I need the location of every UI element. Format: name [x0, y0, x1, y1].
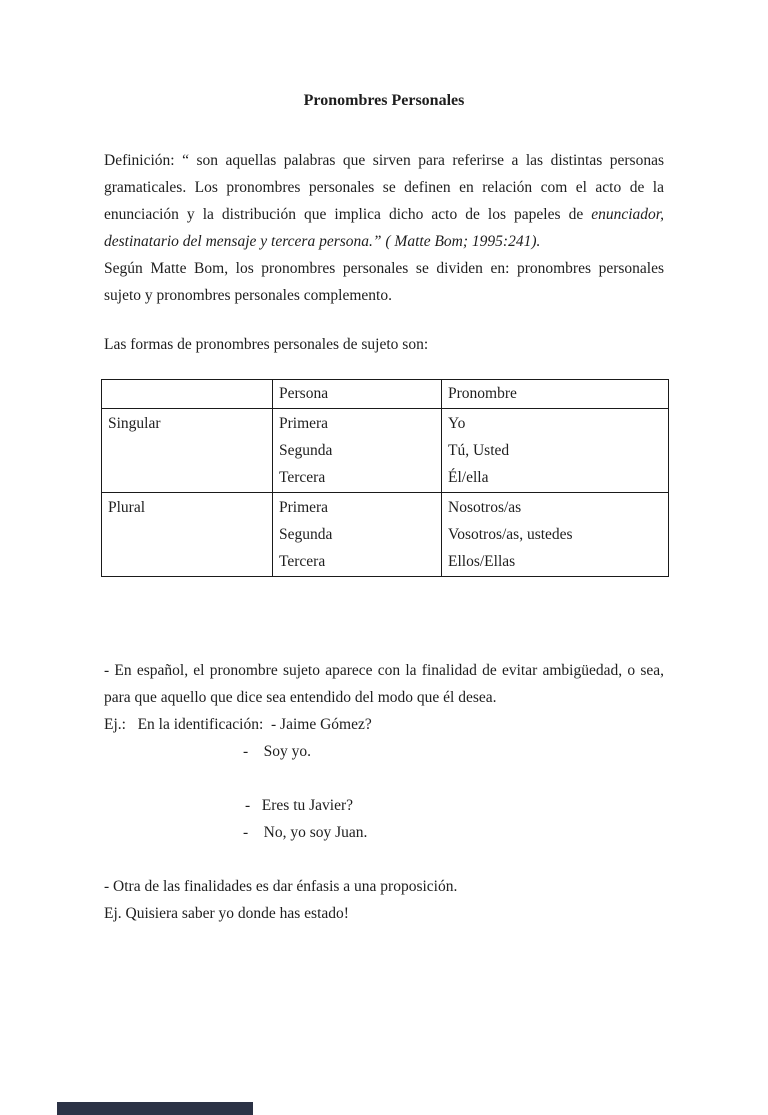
example-no-yo-soy-juan-line: - No, yo soy Juan. [243, 824, 368, 841]
definition-citation-italic: enunciador, destinatario del mensaje y tercera persona.” ( Matte Bom; 1995:241). [104, 206, 664, 250]
blank-line [104, 846, 664, 873]
document-content [104, 91, 664, 927]
table-header-row [102, 380, 669, 409]
table-intro-text: Las formas de pronombres personales de sujeto son: [104, 336, 429, 353]
pronombre-line: Él/ella [448, 469, 489, 486]
segun-paragraph: Según Matte Bom, los pronombres personales se dividen en: pronombres personales sujeto y pronombres personales complemento. [104, 260, 664, 304]
pronombre-line: Tú, Usted [448, 442, 510, 459]
example-identification-line: Ej.: En la identificación: - Jaime Gómez? [104, 716, 372, 733]
header-cell-persona: Persona [273, 380, 442, 409]
singular-persona-cell [273, 409, 442, 493]
example-quisiera-line: Ej. Quisiera saber yo donde has estado! [104, 905, 349, 922]
table-row-singular [102, 409, 669, 493]
row-label-plural [102, 493, 273, 577]
row-label-text: Singular [108, 415, 161, 432]
partial-bottom-overlay-bar [57, 1102, 253, 1115]
blank-line [104, 765, 664, 792]
table-row-plural [102, 493, 669, 577]
plural-persona-cell [273, 493, 442, 577]
persona-line: Primera [279, 499, 329, 516]
persona-line: Tercera [279, 553, 326, 570]
row-label-singular [102, 409, 273, 493]
example-soy-yo-line: - Soy yo. [243, 743, 312, 760]
definition-paragraph [104, 147, 664, 255]
persona-line: Segunda [279, 526, 333, 543]
plural-pronombre-cell [442, 493, 669, 577]
document-page [0, 91, 768, 1115]
pronombre-line: Ellos/Ellas [448, 553, 516, 570]
singular-pronombre-cell [442, 409, 669, 493]
row-label-text: Plural [108, 499, 146, 516]
pronombre-line: Vosotros/as, ustedes [448, 526, 573, 543]
persona-line: Segunda [279, 442, 333, 459]
pronombre-line: Yo [448, 415, 466, 432]
example-eres-tu-javier-line: - Eres tu Javier? [245, 797, 354, 814]
usage-ambiguity-paragraph: - En español, el pronombre sujeto aparece con la finalidad de evitar ambigüedad, o sea, para que aquello que dice sea entendido del modo que él desea. [104, 662, 664, 706]
persona-line: Tercera [279, 469, 326, 486]
definition-lead-text: Definición: “ son aquellas palabras que sirven para referirse a las distintas personas gramaticales. Los pronombres personales se definen en relación com el acto de la enunciación y la distribución que implica dicho acto de los papeles de [104, 152, 664, 223]
page-title: Pronombres Personales [303, 92, 465, 109]
header-cell-empty [102, 380, 273, 409]
usage-emphasis-paragraph: - Otra de las finalidades es dar énfasis a una proposición. [104, 878, 458, 895]
pronoun-table [101, 379, 669, 577]
persona-line: Primera [279, 415, 329, 432]
pronombre-line: Nosotros/as [448, 499, 522, 516]
header-cell-pronombre: Pronombre [442, 380, 669, 409]
